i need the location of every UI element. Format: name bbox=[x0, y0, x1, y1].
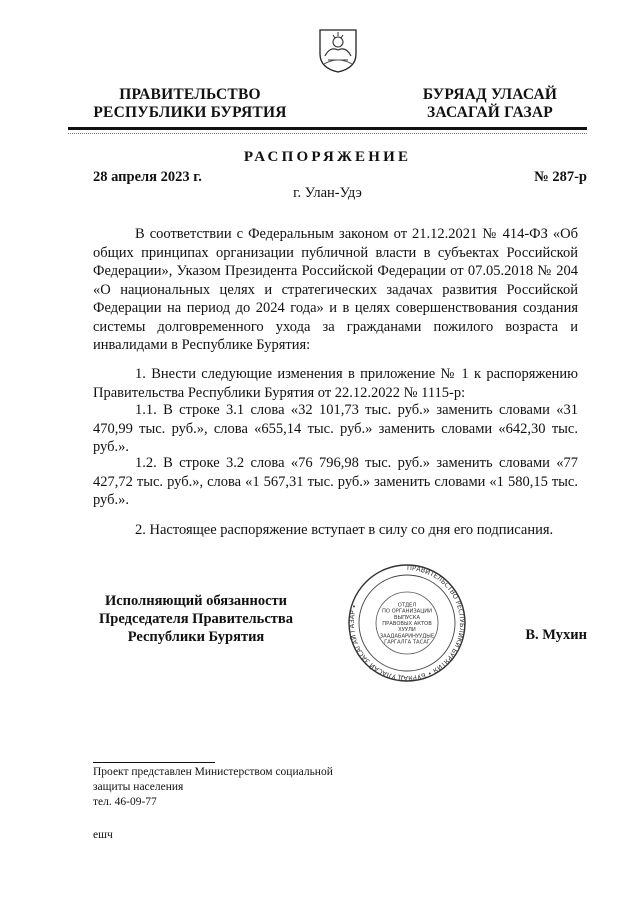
seal-inner-line: ОТДЕЛ bbox=[397, 602, 417, 609]
government-name-ru: ПРАВИТЕЛЬСТВО bbox=[119, 86, 261, 103]
item-1-paragraph: 1. Внести следующие изменения в приложение № 1 к распоряжению Правительства Республики Бурятия от 22.12.2022 № 1115-р: bbox=[93, 366, 578, 401]
republic-name-ru: РЕСПУБЛИКИ БУРЯТИЯ bbox=[93, 104, 287, 121]
item-2-paragraph: 2. Настоящее распоряжение вступает в силу со дня его подписания. bbox=[135, 522, 554, 538]
signatory-position bbox=[76, 592, 316, 646]
registry-code: ешч bbox=[93, 829, 113, 841]
header-left bbox=[70, 86, 310, 122]
government-name-bua-line1: БУРЯАД УЛАСАЙ bbox=[422, 86, 558, 103]
document-number: № 287-р bbox=[534, 169, 587, 185]
header-right bbox=[390, 86, 590, 122]
signatory-position-line2: Председателя Правительства bbox=[99, 611, 293, 627]
footnote-phone: тел. 46-09-77 bbox=[93, 796, 157, 808]
item-1-1-paragraph: 1.1. В строке 3.1 слова «32 101,73 тыс. руб.» заменить словами «31 470,99 тыс. руб.», слова «655,14 тыс. руб.» заменить словами «642,30 тыс. руб.». bbox=[93, 402, 578, 455]
header-divider bbox=[68, 127, 587, 130]
government-name-bua-line2: ЗАСАГАЙ ГАЗАР bbox=[427, 104, 553, 121]
seal-inner-line: ГАРГАЛГА ТАСАГ bbox=[384, 639, 430, 646]
document-title: РАСПОРЯЖЕНИЕ bbox=[243, 149, 412, 165]
seal-inner-line: ВЫПУСКА bbox=[393, 614, 421, 621]
header-dotted-divider bbox=[68, 133, 587, 134]
document-date: 28 апреля 2023 г. bbox=[93, 169, 202, 185]
official-seal-icon bbox=[346, 562, 468, 684]
seal-inner-line: ПО ОРГАНИЗАЦИИ bbox=[381, 608, 433, 615]
seal-inner-text bbox=[380, 602, 434, 645]
signatory-name: В. Мухин bbox=[525, 627, 587, 643]
footnote-divider bbox=[93, 762, 215, 763]
footnote bbox=[93, 765, 333, 810]
footnote-line2: защиты населения bbox=[93, 781, 184, 793]
seal-inner-line: ПРАВОВЫХ АКТОВ bbox=[382, 621, 432, 627]
preamble-paragraph: В соответствии с Федеральным законом от 21.12.2021 № 414-ФЗ «Об общих принципах организации публичной власти в субъектах Российской Федерации», Указом Президента Российской Федерации от 07.05.2018 № 204 «О национальных целях и стратегических задачах развития Российской Федерации на период до 2024 года» и в целях совершенствования создания системы долговременного ухода за гражданами пожилого возраста и инвалидами в Республике Бурятия: bbox=[93, 226, 578, 353]
footnote-line1: Проект представлен Министерством социальной bbox=[93, 766, 333, 778]
seal-outer-text: ПРАВИТЕЛЬСТВО РЕСПУБЛИКИ БУРЯТИЯ • БУРЯАД УЛАСАЙ ЗАСАГАЙ ГАЗАР • bbox=[347, 563, 466, 683]
seal-inner-line: ЗААДАБАРИНУУДЫЕ bbox=[379, 633, 435, 640]
item-1-2-paragraph: 1.2. В строке 3.2 слова «76 796,98 тыс. руб.» заменить словами «77 427,72 тыс. руб.», слова «1 567,31 тыс. руб.» заменить словами «1 580,15 тыс. руб.». bbox=[93, 455, 578, 508]
document-city: г. Улан-Удэ bbox=[293, 185, 362, 201]
signatory-position-line3: Республики Бурятия bbox=[127, 629, 265, 645]
coat-of-arms-icon bbox=[316, 26, 360, 74]
signatory-position-line1: Исполняющий обязанности bbox=[104, 593, 288, 609]
seal-inner-line: ХУУЛИ bbox=[398, 627, 416, 634]
